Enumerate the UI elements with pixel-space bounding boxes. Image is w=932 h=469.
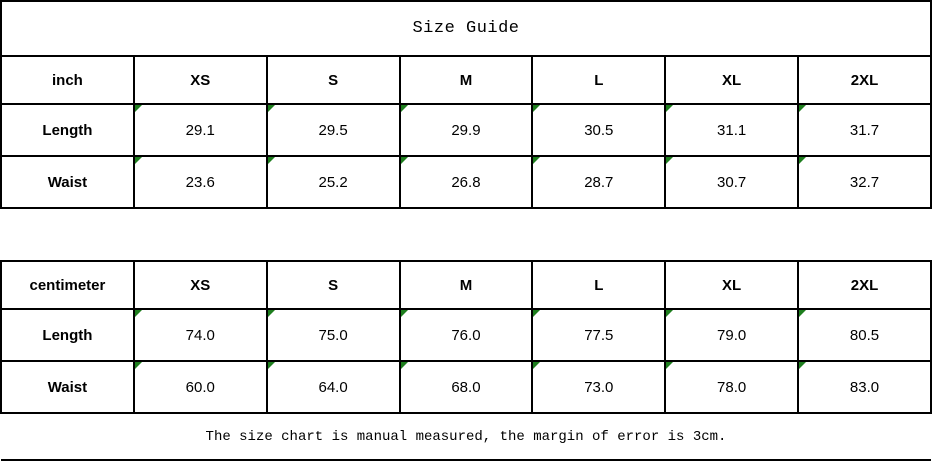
corner-flag-icon xyxy=(401,157,408,164)
corner-flag-icon xyxy=(799,310,806,317)
size-value-cell xyxy=(798,104,931,156)
corner-flag-icon xyxy=(799,105,806,112)
size-header-s: S xyxy=(267,56,400,104)
size-value: 77.5 xyxy=(584,326,614,344)
size-value-cell xyxy=(267,309,400,361)
size-value-cell xyxy=(665,361,798,413)
inch-header-row xyxy=(1,56,931,104)
size-value: 80.5 xyxy=(849,326,880,344)
size-value-cell xyxy=(400,104,533,156)
corner-flag-icon xyxy=(135,362,142,369)
measure-label-length: Length xyxy=(1,104,134,156)
size-header-m: M xyxy=(400,261,533,309)
spacer-cell xyxy=(1,208,931,261)
corner-flag-icon xyxy=(533,362,540,369)
size-value-cell xyxy=(134,309,267,361)
size-value: 79.0 xyxy=(717,326,747,344)
size-value: 60.0 xyxy=(185,378,215,396)
size-value: 64.0 xyxy=(318,378,348,396)
corner-flag-icon xyxy=(268,105,275,112)
size-value: 30.7 xyxy=(717,173,747,191)
corner-flag-icon xyxy=(666,157,673,164)
size-value-cell xyxy=(532,309,665,361)
corner-flag-icon xyxy=(401,362,408,369)
page-title: Size Guide xyxy=(1,1,931,56)
corner-flag-icon xyxy=(135,105,142,112)
size-value: 74.0 xyxy=(185,326,215,344)
size-value: 31.1 xyxy=(717,121,747,139)
size-header-l: L xyxy=(532,56,665,104)
inch-waist-row xyxy=(1,156,931,208)
spacer-row xyxy=(1,208,931,261)
unit-label-inch: inch xyxy=(1,56,134,104)
size-header-2xl: 2XL xyxy=(798,56,931,104)
size-value: 23.6 xyxy=(185,173,215,191)
size-value: 78.0 xyxy=(717,378,747,396)
size-value-cell xyxy=(400,156,533,208)
size-value-cell xyxy=(267,156,400,208)
size-value: 31.7 xyxy=(849,121,880,139)
size-value-cell xyxy=(532,104,665,156)
footer-row xyxy=(1,413,931,460)
size-header-xs: XS xyxy=(134,56,267,104)
size-value-cell xyxy=(134,361,267,413)
size-value-cell xyxy=(798,309,931,361)
size-header-l: L xyxy=(532,261,665,309)
corner-flag-icon xyxy=(666,310,673,317)
corner-flag-icon xyxy=(268,362,275,369)
centimeter-waist-row xyxy=(1,361,931,413)
size-header-xl: XL xyxy=(665,261,798,309)
size-header-m: M xyxy=(400,56,533,104)
measure-label-waist: Waist xyxy=(1,156,134,208)
corner-flag-icon xyxy=(666,362,673,369)
size-value: 26.8 xyxy=(451,173,481,191)
size-value: 29.5 xyxy=(318,121,348,139)
size-value-cell xyxy=(665,104,798,156)
size-value: 30.5 xyxy=(584,121,614,139)
size-value: 28.7 xyxy=(584,173,614,191)
corner-flag-icon xyxy=(533,310,540,317)
size-value-cell xyxy=(665,156,798,208)
centimeter-length-row xyxy=(1,309,931,361)
size-value-cell xyxy=(798,156,931,208)
size-value-cell xyxy=(400,309,533,361)
size-value: 83.0 xyxy=(849,378,880,396)
size-value-cell xyxy=(134,104,267,156)
size-value-cell xyxy=(798,361,931,413)
corner-flag-icon xyxy=(799,157,806,164)
size-value: 25.2 xyxy=(318,173,348,191)
size-value-cell xyxy=(400,361,533,413)
corner-flag-icon xyxy=(135,157,142,164)
size-value-cell xyxy=(267,361,400,413)
size-value: 68.0 xyxy=(451,378,481,396)
size-value-cell xyxy=(134,156,267,208)
title-row xyxy=(1,1,931,56)
corner-flag-icon xyxy=(135,310,142,317)
size-value: 29.9 xyxy=(451,121,481,139)
corner-flag-icon xyxy=(401,310,408,317)
corner-flag-icon xyxy=(533,157,540,164)
size-value: 29.1 xyxy=(185,121,215,139)
measurement-disclaimer: The size chart is manual measured, the margin of error is 3cm. xyxy=(1,413,931,460)
measure-label-length: Length xyxy=(1,309,134,361)
size-value: 75.0 xyxy=(318,326,348,344)
inch-length-row xyxy=(1,104,931,156)
size-header-xl: XL xyxy=(665,56,798,104)
size-value-cell xyxy=(665,309,798,361)
size-header-xs: XS xyxy=(134,261,267,309)
centimeter-header-row xyxy=(1,261,931,309)
size-header-2xl: 2XL xyxy=(798,261,931,309)
corner-flag-icon xyxy=(401,105,408,112)
size-value: 32.7 xyxy=(849,173,880,191)
corner-flag-icon xyxy=(666,105,673,112)
corner-flag-icon xyxy=(533,105,540,112)
size-value: 76.0 xyxy=(451,326,481,344)
corner-flag-icon xyxy=(799,362,806,369)
unit-label-centimeter: centimeter xyxy=(1,261,134,309)
measure-label-waist: Waist xyxy=(1,361,134,413)
corner-flag-icon xyxy=(268,157,275,164)
size-value-cell xyxy=(267,104,400,156)
size-value-cell xyxy=(532,156,665,208)
size-header-s: S xyxy=(267,261,400,309)
size-value-cell xyxy=(532,361,665,413)
corner-flag-icon xyxy=(268,310,275,317)
size-value: 73.0 xyxy=(584,378,614,396)
